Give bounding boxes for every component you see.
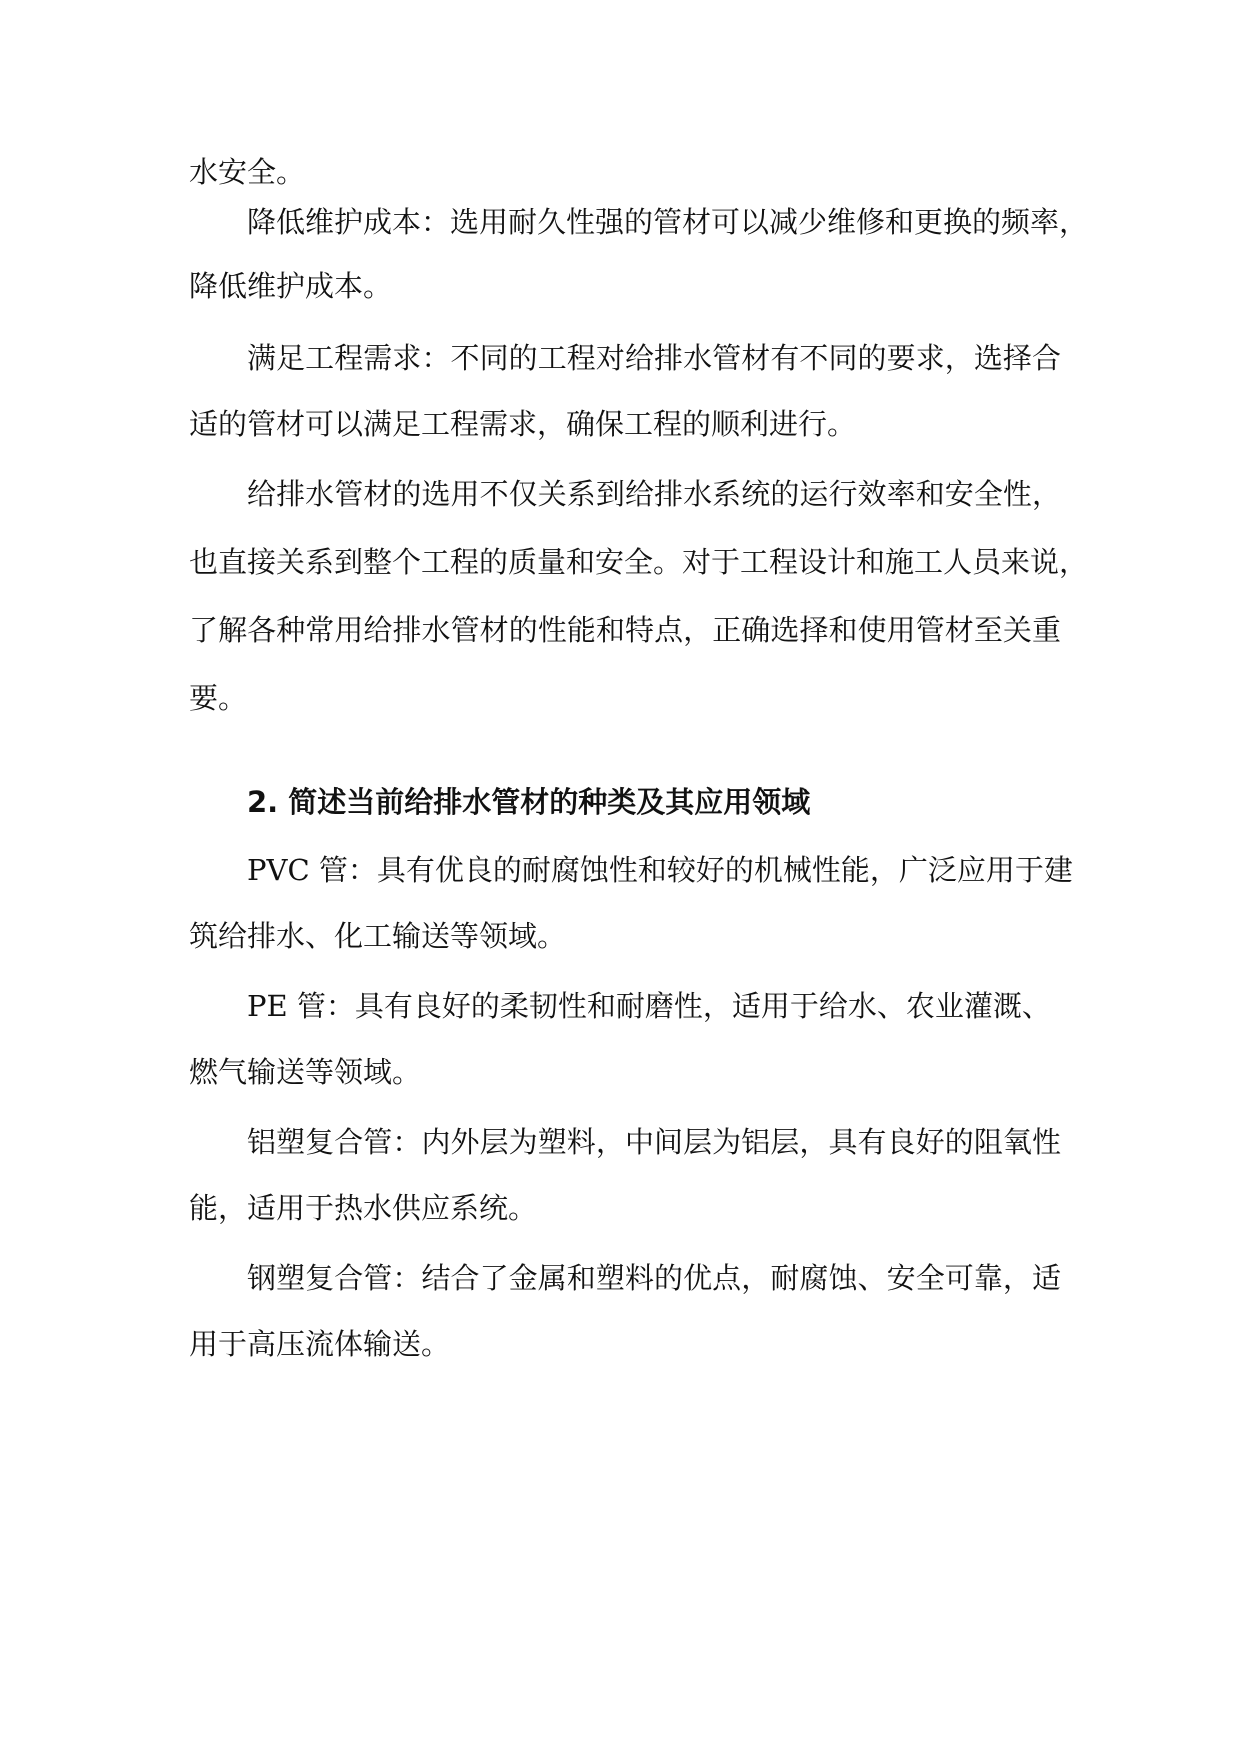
paragraph-line: PVC 管：具有优良的耐腐蚀性和较好的机械性能，广泛应用于建	[247, 853, 1073, 887]
paragraph-line: 筑给排水、化工输送等领域。	[189, 919, 567, 953]
paragraph-line: 水安全。	[189, 155, 306, 189]
paragraph-line: 降低维护成本。	[189, 269, 393, 303]
paragraph-line: 也直接关系到整个工程的质量和安全。对于工程设计和施工人员来说，	[189, 545, 1089, 579]
paragraph-line: 适的管材可以满足工程需求，确保工程的顺利进行。	[189, 407, 857, 441]
paragraph-line: PE 管：具有良好的柔韧性和耐磨性，适用于给水、农业灌溉、	[247, 989, 1051, 1023]
paragraph-line: 了解各种常用给排水管材的性能和特点，正确选择和使用管材至关重	[189, 613, 1061, 647]
paragraph-line: 降低维护成本：选用耐久性强的管材可以减少维修和更换的频率，	[247, 205, 1089, 239]
section-heading: 2. 简述当前给排水管材的种类及其应用领域	[247, 785, 811, 819]
paragraph-line: 要。	[189, 681, 248, 715]
paragraph-line: 钢塑复合管：结合了金属和塑料的优点，耐腐蚀、安全可靠，适	[247, 1261, 1061, 1295]
paragraph-line: 燃气输送等领域。	[189, 1055, 422, 1089]
paragraph-line: 给排水管材的选用不仅关系到给排水系统的运行效率和安全性，	[247, 477, 1061, 511]
paragraph-line: 铝塑复合管：内外层为塑料，中间层为铝层，具有良好的阻氧性	[247, 1125, 1061, 1159]
paragraph-line: 能，适用于热水供应系统。	[189, 1191, 538, 1225]
paragraph-line: 满足工程需求：不同的工程对给排水管材有不同的要求，选择合	[247, 341, 1061, 375]
paragraph-line: 用于高压流体输送。	[189, 1327, 451, 1361]
